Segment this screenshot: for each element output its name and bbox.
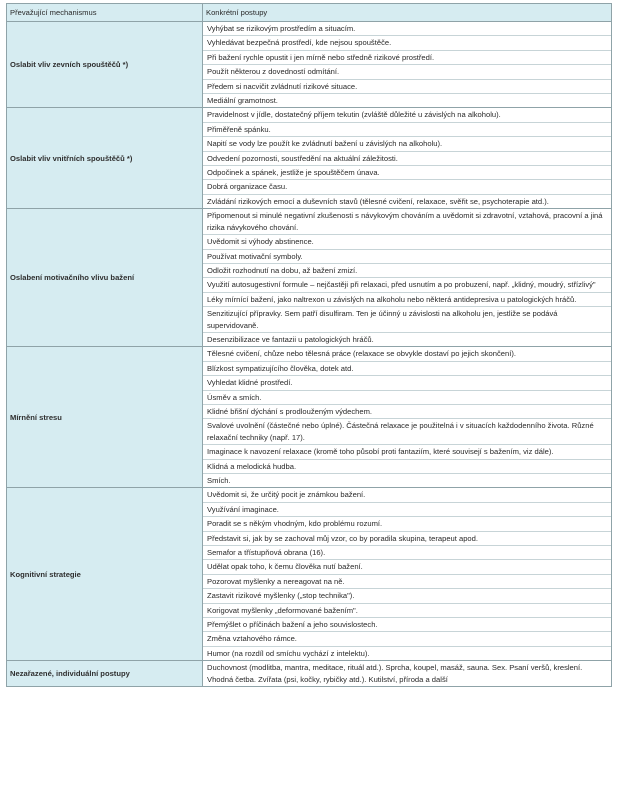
header-procedures: Konkrétní postupy (203, 4, 612, 22)
procedure-item: Změna vztahového rámce. (203, 631, 611, 645)
table-row (7, 22, 612, 108)
procedures-cell (203, 22, 612, 108)
table-row (7, 108, 612, 209)
procedure-item: Smích. (203, 473, 611, 487)
procedure-item: Vyhýbat se rizikovým prostředím a situacím. (207, 24, 356, 33)
table-body (7, 22, 612, 687)
table-row (7, 661, 612, 687)
mechanism-cell: Oslabení motivačního vlivu bažení (7, 209, 203, 347)
procedure-item: Napití se vody lze použít ke zvládnutí bažení u závislých na alkoholu). (203, 136, 611, 150)
procedure-item: Desenzibilizace ve fantazii u patologických hráčů. (203, 332, 611, 346)
procedure-item: Humor (na rozdíl od smíchu vychází z intelektu). (203, 646, 611, 660)
procedure-item: Zvládání rizikových emocí a duševních stavů (tělesné cvičení, relaxace, svěřit se, psychoterapie atd.). (203, 194, 611, 208)
procedures-cell (203, 488, 612, 661)
procedure-item: Mediální gramotnost. (203, 93, 611, 107)
procedure-item: Léky mírnící bažení, jako naltrexon u závislých na alkoholu nebo některá antidepresiva u patologických hráčů. (203, 292, 611, 306)
procedure-item: Při bažení rychle opustit i jen mírně nebo středně rizikové prostředí. (203, 50, 611, 64)
procedures-cell (203, 108, 612, 209)
mechanism-cell: Oslabit vliv vnitřních spouštěčů *) (7, 108, 203, 209)
table-row (7, 488, 612, 661)
procedure-item: Pozorovat myšlenky a nereagovat na ně. (203, 574, 611, 588)
procedure-item: Senzitizující přípravky. Sem patří disulfiram. Ten je účinný u závislosti na alkoholu jen, jestliže se podává supervidovaně. (203, 306, 611, 332)
procedure-item: Blízkost sympatizujícího člověka, dotek atd. (203, 361, 611, 375)
procedure-item: Vyhledávat bezpečná prostředí, kde nejsou spouštěče. (203, 35, 611, 49)
mechanism-cell: Nezařazené, individuální postupy (7, 661, 203, 687)
mechanism-cell: Kognitivní strategie (7, 488, 203, 661)
table-row (7, 209, 612, 347)
mechanism-cell: Oslabit vliv zevních spouštěčů *) (7, 22, 203, 108)
header-row (7, 4, 612, 22)
procedure-item: Použít některou z dovedností odmítání. (203, 64, 611, 78)
procedure-item: Svalové uvolnění (částečné nebo úplné). Částečná relaxace je použitelná i v situacích každodenního života. Různé relaxační techniky (např. 17). (203, 418, 611, 444)
strategies-table (6, 3, 612, 687)
procedure-item: Využití autosugestivní formule – nejčastěji při relaxaci, před usnutím a po probuzení, např. „klidný, moudrý, střízlivý" (203, 277, 611, 291)
procedure-item: Předem si nacvičit zvládnutí rizikové situace. (203, 79, 611, 93)
procedure-item: Připomenout si minulé negativní zkušenosti s návykovým chováním a uvědomit si zdravotní, vztahová, pracovní a jiná rizika návykového chování. (207, 211, 603, 232)
procedure-item: Odpočinek a spánek, jestliže je spouštěčem únava. (203, 165, 611, 179)
procedure-item: Odvedení pozornosti, soustředění na aktuální záležitosti. (203, 151, 611, 165)
procedure-item: Uvědomit si výhody abstinence. (203, 234, 611, 248)
procedure-item: Přemýšlet o příčinách bažení a jeho souvislostech. (203, 617, 611, 631)
table-row (7, 347, 612, 488)
procedure-item: Odložit rozhodnutí na dobu, až bažení zmizí. (203, 263, 611, 277)
mechanism-cell: Mírnění stresu (7, 347, 203, 488)
procedures-cell (203, 209, 612, 347)
procedure-item: Přiměřeně spánku. (203, 122, 611, 136)
procedure-item: Využívání imaginace. (203, 502, 611, 516)
procedure-item: Uvědomit si, že určitý pocit je známkou bažení. (207, 490, 366, 500)
procedure-item: Dobrá organizace času. (203, 179, 611, 193)
procedure-item: Poradit se s někým vhodným, kdo problému rozumí. (203, 516, 611, 530)
procedure-item: Imaginace k navození relaxace (kromě toho působí proti fantaziím, které souvisejí s bažením, viz dále). (203, 444, 611, 458)
procedures-cell (203, 347, 612, 488)
procedure-item: Klidné břišní dýchání s prodlouženým výdechem. (203, 404, 611, 418)
procedure-item: Duchovnost (modlitba, mantra, meditace, rituál atd.). Sprcha, koupel, masáž, sauna. Sex. Psaní veršů, kreslení. Vhodná četba. Zvířata (psi, kočky, rybičky atd.). Kutilství, příroda a další (207, 663, 583, 684)
procedure-item: Pravidelnost v jídle, dostatečný příjem tekutin (zvláště důležité u závislých na alkoholu). (207, 110, 501, 120)
procedures-cell (203, 661, 612, 687)
procedure-item: Vyhledat klidné prostředí. (203, 375, 611, 389)
procedure-item: Úsměv a smích. (203, 390, 611, 404)
procedure-item: Udělat opak toho, k čemu člověka nutí bažení. (203, 559, 611, 573)
header-mechanism: Převažující mechanismus (7, 4, 203, 22)
procedure-item: Zastavit rizikové myšlenky („stop technika"). (203, 588, 611, 602)
procedure-item: Tělesné cvičení, chůze nebo tělesná práce (relaxace se obvykle dostaví po jejich skončení). (207, 349, 516, 359)
procedure-item: Semafor a třístupňová obrana (16). (203, 545, 611, 559)
procedure-item: Představit si, jak by se zachoval můj vzor, co by poradila skupina, terapeut apod. (203, 531, 611, 545)
procedure-item: Korigovat myšlenky „deformované bažením". (203, 603, 611, 617)
procedure-item: Klidná a melodická hudba. (203, 459, 611, 473)
procedure-item: Používat motivační symboly. (203, 249, 611, 263)
